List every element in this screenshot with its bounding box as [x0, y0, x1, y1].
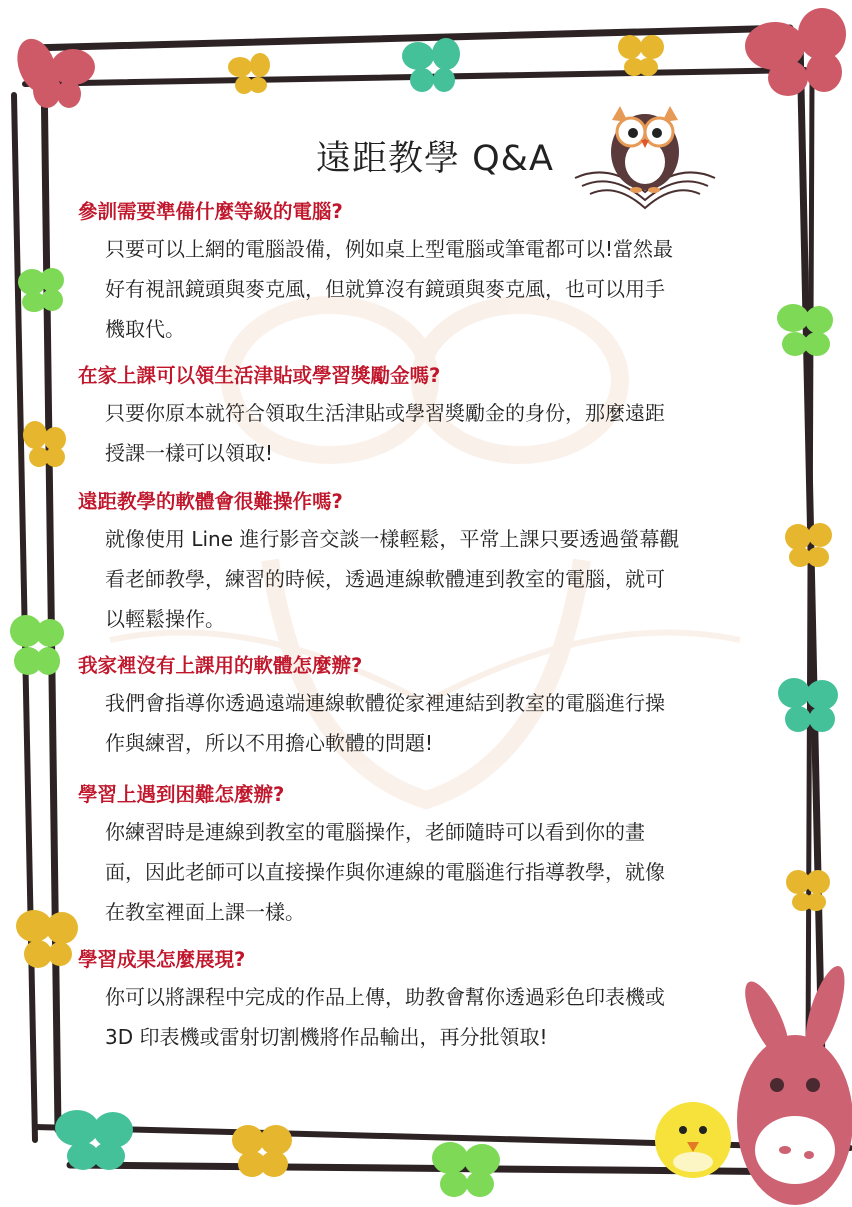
faq-item-5 [78, 782, 778, 932]
butterfly-red-top-right-icon [745, 8, 846, 96]
faq-answer-line: 你可以將課程中完成的作品上傳，助教會幫你透過彩色印表機或 [105, 985, 665, 1009]
faq-answer-line: 只要可以上網的電腦設備，例如桌上型電腦或筆電都可以!當然最 [105, 237, 674, 261]
faq-question: 我家裡沒有上課用的軟體怎麼辦? [78, 654, 363, 677]
butterfly-yellow-left-icon [23, 421, 66, 467]
faq-answer-line: 看老師教學，練習的時候，透過連線軟體連到教室的電腦，就可 [105, 567, 665, 591]
faq-answer-line: 機取代。 [105, 317, 185, 341]
butterfly-yellow-top-icon [228, 53, 270, 94]
butterfly-yellow-left-lower-icon [16, 910, 78, 968]
faq-question: 遠距教學的軟體會很難操作嗎? [78, 490, 343, 513]
faq-answer-line: 只要你原本就符合領取生活津貼或學習獎勵金的身份，那麼遠距 [105, 401, 665, 425]
chick-icon [655, 1102, 731, 1178]
faq-answer [105, 519, 765, 639]
butterfly-teal-top-icon [402, 38, 460, 92]
faq-answer-line: 面，因此老師可以直接操作與你連線的電腦進行指導教學，就像 [105, 860, 665, 884]
butterfly-green-left-lower-icon [10, 615, 64, 675]
faq-answer-line: 你練習時是連線到教室的電腦操作，老師隨時可以看到你的畫 [105, 820, 645, 844]
butterfly-yellow-top-right-icon [618, 35, 664, 76]
faq-answer-line: 以輕鬆操作。 [105, 607, 225, 631]
butterfly-teal-bottom-left-icon [55, 1110, 133, 1170]
faq-item-3 [78, 489, 778, 639]
butterfly-yellow-bottom-icon [232, 1125, 292, 1177]
faq-answer [105, 812, 765, 932]
faq-question: 學習成果怎麼展現? [78, 948, 246, 971]
page-title: 遠距教學 Q&A [316, 139, 554, 179]
faq-item-2 [78, 363, 778, 473]
faq-item-6 [78, 947, 778, 1057]
faq-answer [105, 683, 765, 763]
faq-answer [105, 393, 765, 473]
faq-answer [105, 977, 765, 1057]
butterfly-green-left-icon [18, 268, 64, 312]
faq-question: 參訓需要準備什麼等級的電腦? [78, 200, 343, 223]
faq-question: 在家上課可以領生活津貼或學習獎勵金嗎? [78, 364, 441, 387]
faq-answer-line: 3D 印表機或雷射切割機將作品輸出，再分批領取! [105, 1025, 548, 1049]
faq-answer-line: 授課一樣可以領取! [105, 441, 274, 465]
faq-answer-line: 我們會指導你透過遠端連線軟體從家裡連結到教室的電腦進行操 [105, 691, 665, 715]
faq-item-1 [78, 199, 778, 349]
faq-answer-line: 在教室裡面上課一樣。 [105, 900, 305, 924]
faq-answer-line: 好有視訊鏡頭與麥克風，但就算沒有鏡頭與麥克風，也可以用手 [105, 277, 665, 301]
faq-question: 學習上遇到困難怎麼辦? [78, 783, 285, 806]
faq-answer [105, 229, 765, 349]
faq-item-4 [78, 653, 778, 763]
faq-answer-line: 作與練習，所以不用擔心軟體的問題! [105, 731, 434, 755]
faq-answer-line: 就像使用 Line 進行影音交談一樣輕鬆，平常上課只要透過螢幕觀 [105, 527, 680, 551]
